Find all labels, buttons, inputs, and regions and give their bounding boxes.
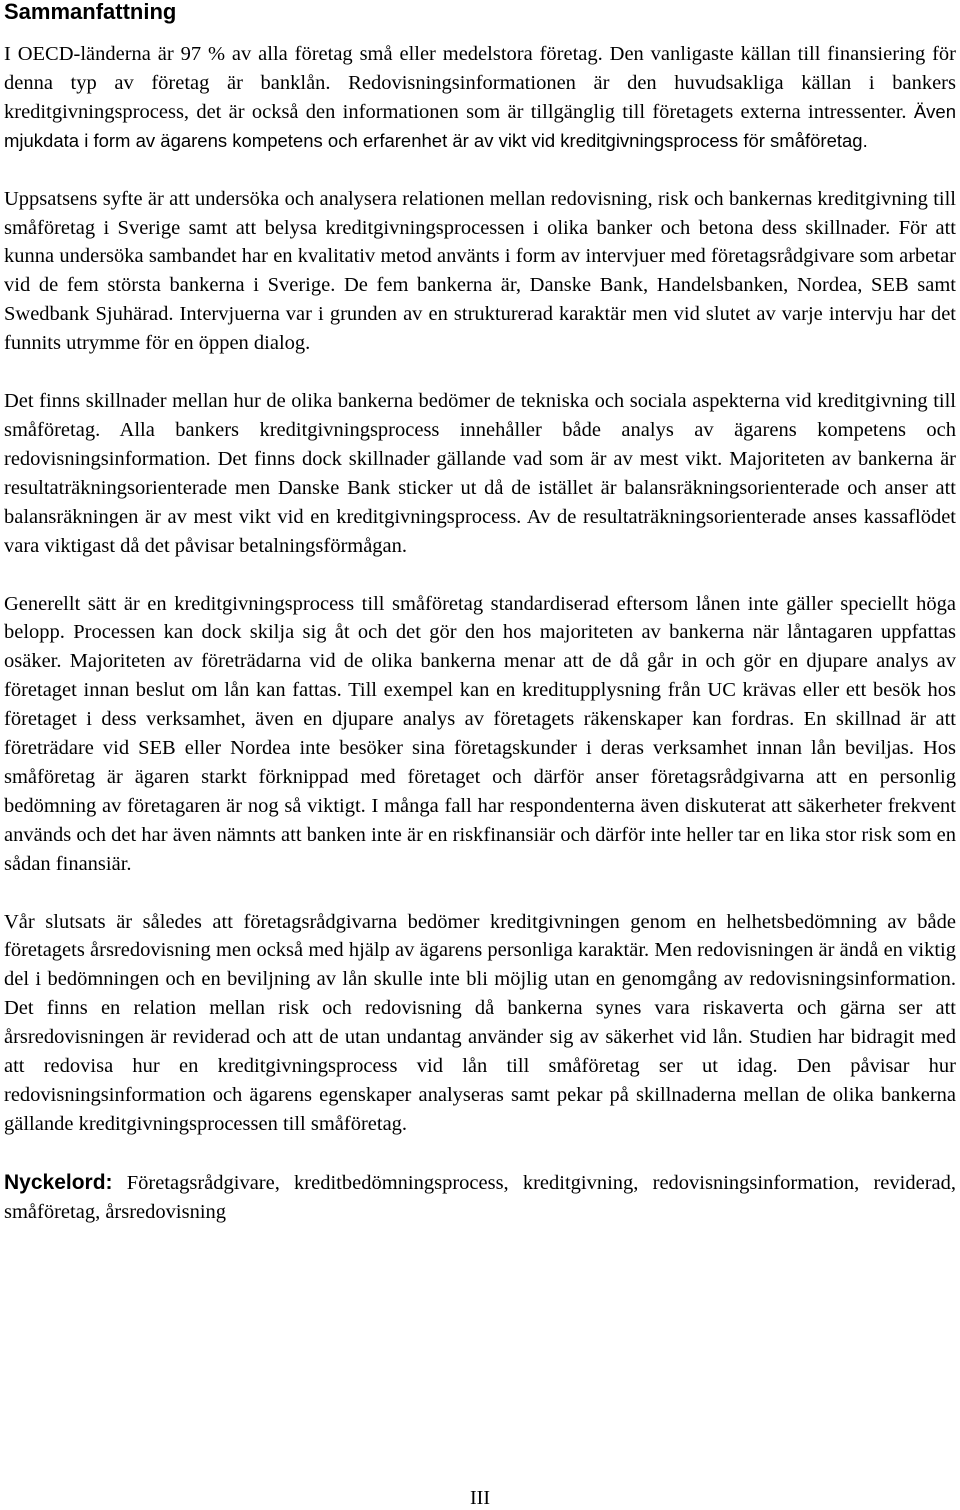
keywords-text: Företagsrådgivare, kreditbedömningsprocess, kreditgivning, redovisningsinformation, reviderad, småföretag, årsredovisning — [4, 1171, 956, 1223]
document-page — [4, 0, 956, 1227]
page-number: III — [470, 1487, 490, 1509]
keywords-label: Nyckelord: — [4, 1170, 113, 1194]
paragraph-intro-sans: Även mjukdata i form av ägarens kompetens och erfarenhet är av vikt vid kreditgivningsprocess för småföretag. — [4, 100, 956, 151]
keywords-line — [4, 1168, 956, 1227]
paragraph-conclusion: Vår slutsats är således att företagsrådgivarna bedömer kreditgivningen genom en helhetsbedömning av både företagets årsredovisning men också med hjälp av ägarens personliga karaktär. Men redovisningen är ändå en viktig del i bedömningen och en beviljning av lån skulle inte bli möjlig utan en genomgång av redovisningsinformation. Det finns en relation mellan risk och redovisning då bankerna synes vara riskaverta och gärna ser att årsredovisningen är reviderad och att de utan undantag använder sig av säkerhet vid lån. Studien har bidragit med att redovisa hur en kreditgivningsprocess vid lån till småföretag ser ut idag. Den påvisar hur redovisningsinformation och ägarens egenskaper analyseras samt pekar på skillnaderna mellan de olika bankerna gällande kreditgivningsprocessen till småföretag. — [4, 910, 956, 1135]
paragraph-process: Generellt sätt är en kreditgivningsprocess till småföretag standardiserad eftersom lånen inte gäller speciellt höga belopp. Processen kan dock skilja sig åt och det gör den hos majoriteten av bankerna när låntagaren uppfattas osäker. Majoriteten av företrädarna vid de olika bankerna menar att de då går in och gör en djupare analys av företaget innan beslut om lån kan fattas. Till exempel kan en kreditupplysning från UC krävas eller ett besök hos företaget i dess verksamhet, även en djupare analys av företagets räkenskaper kan fordras. En skillnad är att företrädare vid SEB eller Nordea inte besöker sina företagskunder i deras verksamhet innan lån beviljas. Hos småföretag är ägaren starkt förknippad med företaget och därför anser företagsrådgivarna att en personlig bedömning av företagaren är nog så viktigt. I många fall har respondenterna även diskuterat att säkerheter frekvent används och det har även nämnts att banken inte är en riskfinansiär och därför inte heller tar en lika stor risk som en sådan finansiär. — [4, 592, 956, 875]
paragraph-differences: Det finns skillnader mellan hur de olika bankerna bedömer de tekniska och sociala aspekterna vid kreditgivning till småföretag. Alla bankers kreditgivningsprocess innehåller både analys av ägarens kompetens och redovisningsinformation. Det finns dock skillnader gällande vad som är av mest vikt. Majoriteten av bankerna är resultaträkningsorienterade men Danske Bank sticker ut då de istället är balansräkningsorienterade och anser att balansräkningen är av mest vikt vid en kreditgivningsprocess. Av de resultaträkningsorienterade anses kassaflödet vara viktigast då det påvisar betalningsförmågan. — [4, 390, 956, 557]
paragraph-intro — [4, 40, 956, 156]
paragraph-intro-serif: I OECD-länderna är 97 % av alla företag små eller medelstora företag. Den vanligaste källan till finansiering för denna typ av företag är banklån. Redovisningsinformationen är den huvudsakliga källan i bankers kreditgivningsprocess, det är också den informationen som är tillgänglig till företagets externa intressenter. — [4, 43, 956, 123]
paragraph-purpose: Uppsatsens syfte är att undersöka och analysera relationen mellan redovisning, risk och bankernas kreditgivning till småföretag i Sverige samt att belysa kreditgivningsprocessen i olika banker och betona dess skillnader. För att kunna undersöka sambandet har en kvalitativ metod använts i form av intervjuer med företagsrådgivare som arbetar vid de fem största bankerna i Sverige. De fem bankerna är, Danske Bank, Handelsbanken, Nordea, SEB samt Swedbank Sjuhärad. Intervjuerna var i grunden av en strukturerad karaktär men vid slutet av varje intervju har det funnits utrymme för en öppen dialog. — [4, 187, 956, 355]
section-heading: Sammanfattning — [4, 0, 177, 24]
